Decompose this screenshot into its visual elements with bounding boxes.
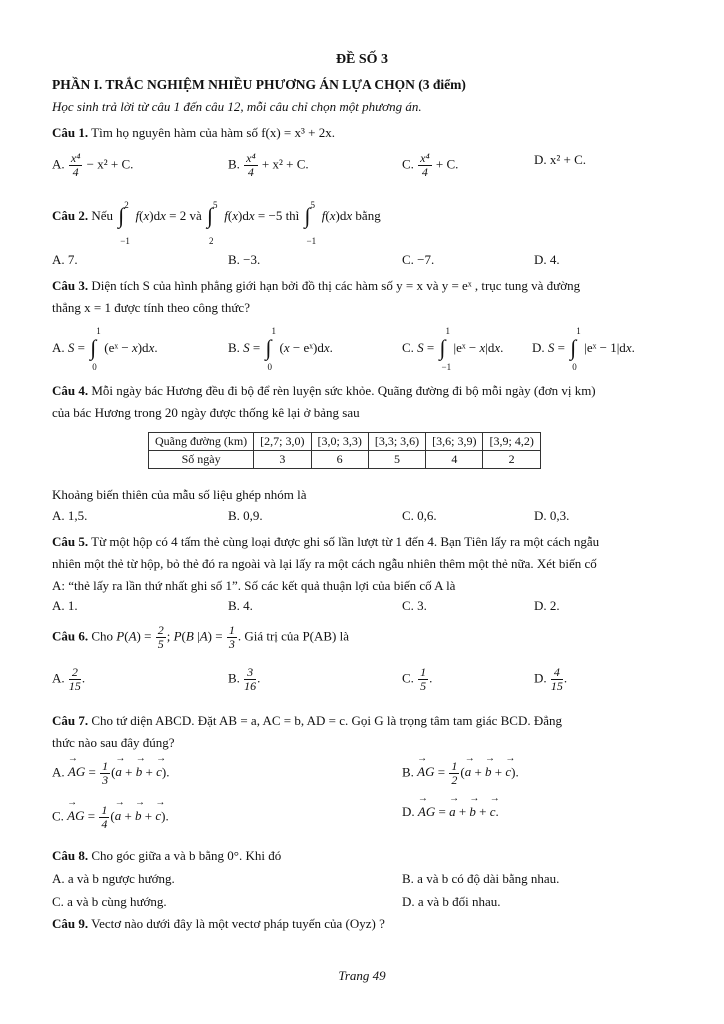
option-a[interactable]: A. S = 1 ∫ 0 (eˣ − x)dx. xyxy=(52,326,158,372)
question-label: Câu 9. xyxy=(52,916,89,931)
question-3 xyxy=(52,275,677,319)
option-a[interactable]: A. 7. xyxy=(52,252,78,267)
question-5 xyxy=(52,531,677,597)
table-cell: Quãng đường (km) xyxy=(149,433,254,451)
option-b[interactable]: B. $\frac{3}{16}$ . xyxy=(228,665,261,693)
option-d[interactable]: D. → AG = → a + → b + → c. xyxy=(402,804,499,820)
option-a[interactable]: A. → AG = $\frac{1}{3}$ (→ a + → b + → c). xyxy=(52,760,169,787)
option-a[interactable]: A. a và b ngược hướng. xyxy=(52,871,175,886)
option-c[interactable]: C. → AG = $\frac{1}{4}$ (→ a + → b + → c). xyxy=(52,804,169,831)
exam-title: ĐỀ SỐ 3 xyxy=(335,52,389,67)
table-cell: [3,3; 3,6) xyxy=(368,433,425,451)
option-d[interactable]: D. x² + C. xyxy=(534,152,587,167)
table-cell: 6 xyxy=(311,451,368,469)
question-7-options-row2 xyxy=(52,804,677,834)
option-b[interactable]: B. 4. xyxy=(228,598,253,613)
question-2: Câu 2. Nếu 2 ∫ −1 f(x)dx = 2 và 5 ∫ 2 f(x)dx = −5 thì 5 ∫ −1 f(x)dx bằng xyxy=(52,200,381,246)
option-b[interactable]: B. −3. xyxy=(228,252,261,267)
question-7 xyxy=(52,710,677,754)
option-c[interactable]: C. $\frac{\text{x⁴}}{4}$ + C. xyxy=(402,151,459,179)
table-cell: 2 xyxy=(483,451,540,469)
question-label: Câu 7. xyxy=(52,713,89,728)
table-cell: Số ngày xyxy=(149,451,254,469)
question-text: Tìm họ nguyên hàm của hàm số f(x) = x³ + 2x. xyxy=(91,125,335,140)
question-3-options xyxy=(52,326,677,372)
option-b[interactable]: B. a và b có độ dài bằng nhau. xyxy=(402,871,560,886)
option-b[interactable]: B. 0,9. xyxy=(228,508,263,523)
question-label: Câu 6. xyxy=(52,628,89,644)
option-d[interactable]: D. S = 1 ∫ 0 |eˣ − 1|dx. xyxy=(532,326,635,372)
question-text: Cho góc giữa a và b bằng 0°. Khi đó xyxy=(91,848,282,863)
question-text: thẳng x = 1 được tính theo công thức? xyxy=(52,300,250,315)
instruction-text: Học sinh trả lời từ câu 1 đến câu 12, mỗi câu chỉ chọn một phương án. xyxy=(52,99,422,114)
question-text: A: “thẻ lấy ra lần thứ nhất ghi số 1”. Số các kết quả thuận lợi của biến cố A là xyxy=(52,578,456,593)
option-a[interactable]: A. 1,5. xyxy=(52,508,88,523)
table-cell: [2,7; 3,0) xyxy=(254,433,311,451)
question-1 xyxy=(52,122,677,144)
part-heading: PHẦN I. TRẮC NGHIỆM NHIỀU PHƯƠNG ÁN LỰA CHỌN (3 điểm) xyxy=(52,77,466,92)
option-c[interactable]: C. −7. xyxy=(402,252,435,267)
option-a[interactable]: A. $\frac{\text{x⁴}}{4}$ − x² + C. xyxy=(52,151,134,179)
option-d[interactable]: D. a và b đối nhau. xyxy=(402,894,501,909)
table-cell: 5 xyxy=(368,451,425,469)
question-text: Giá trị của P(AB) là xyxy=(244,628,350,644)
question-label: Câu 8. xyxy=(52,848,89,863)
table-header-row xyxy=(149,433,541,451)
question-text: của bác Hương trong 20 ngày được thống kê lại ở bảng sau xyxy=(52,405,360,420)
question-7-options-row1 xyxy=(52,760,677,790)
question-8 xyxy=(52,845,677,867)
table-row xyxy=(149,451,541,469)
question-4-prompt: Khoảng biến thiên của mẫu số liệu ghép nhóm là xyxy=(52,487,307,502)
option-c[interactable]: C. $\frac{1}{5}$ . xyxy=(402,665,433,693)
option-b[interactable]: B. → AG = $\frac{1}{2}$ (→ a + → b + → c). xyxy=(402,760,519,787)
distance-table xyxy=(148,432,541,469)
question-text: thức nào sau đây đúng? xyxy=(52,735,175,750)
question-text: Mỗi ngày bác Hương đều đi bộ để rèn luyện sức khỏe. Quãng đường đi bộ mỗi ngày (đơn vị km) xyxy=(91,383,596,398)
option-c[interactable]: C. 0,6. xyxy=(402,508,437,523)
option-d[interactable]: D. 4. xyxy=(534,252,560,267)
question-label: Câu 5. xyxy=(52,534,89,549)
page-number: Trang 49 xyxy=(338,968,386,983)
option-a[interactable]: A. $\frac{2}{15}$ . xyxy=(52,665,86,693)
option-a[interactable]: A. 1. xyxy=(52,598,78,613)
option-c[interactable]: C. 3. xyxy=(402,598,427,613)
question-label: Câu 4. xyxy=(52,383,89,398)
option-d[interactable]: D. $\frac{4}{15}$ . xyxy=(534,665,568,693)
question-4 xyxy=(52,380,677,424)
question-6: Câu 6. Cho P(A) = $\frac{2}{5}$ ; P(B |A) = $\frac{1}{3}$ . Giá trị của P(AB) là xyxy=(52,623,350,651)
question-text: Từ một hộp có 4 tấm thẻ cùng loại được ghi số lần lượt từ 1 đến 4. Bạn Tiên lấy ra một cách ngẫu xyxy=(91,534,600,549)
option-c[interactable]: C. a và b cùng hướng. xyxy=(52,894,167,909)
table-cell: 3 xyxy=(254,451,311,469)
question-9 xyxy=(52,913,677,935)
question-6-options xyxy=(52,666,677,696)
question-text: Vectơ nào dưới đây là một vectơ pháp tuyến của (Oyz) ? xyxy=(91,916,385,931)
table-cell: [3,0; 3,3) xyxy=(311,433,368,451)
table-cell: [3,9; 4,2) xyxy=(483,433,540,451)
question-label: Câu 2. xyxy=(52,207,89,223)
option-c[interactable]: C. S = 1 ∫ −1 |eˣ − x|dx. xyxy=(402,326,504,372)
question-label: Câu 1. xyxy=(52,125,89,140)
option-d[interactable]: D. 0,3. xyxy=(534,508,570,523)
question-text: nhiên một thẻ từ hộp, bỏ thẻ đó ra ngoài và lại lấy ra một cách ngẫu nhiên thêm một thẻ nữa. Xét biến cố xyxy=(52,556,597,571)
question-label: Câu 3. xyxy=(52,278,89,293)
question-text: Diện tích S của hình phẳng giới hạn bởi đồ thị các hàm số y = x và y = eˣ , trục tung và đường xyxy=(91,278,581,293)
table-cell: [3,6; 3,9) xyxy=(426,433,483,451)
question-text: Cho tứ diện ABCD. Đặt AB = a, AC = b, AD = c. Gọi G là trọng tâm tam giác BCD. Đẳng xyxy=(91,713,563,728)
option-b[interactable]: B. S = 1 ∫ 0 (x − eˣ)dx. xyxy=(228,326,333,372)
option-d[interactable]: D. 2. xyxy=(534,598,560,613)
table-cell: 4 xyxy=(426,451,483,469)
option-b[interactable]: B. $\frac{\text{x⁴}}{4}$ + x² + C. xyxy=(228,151,309,179)
question-1-options xyxy=(52,152,677,182)
